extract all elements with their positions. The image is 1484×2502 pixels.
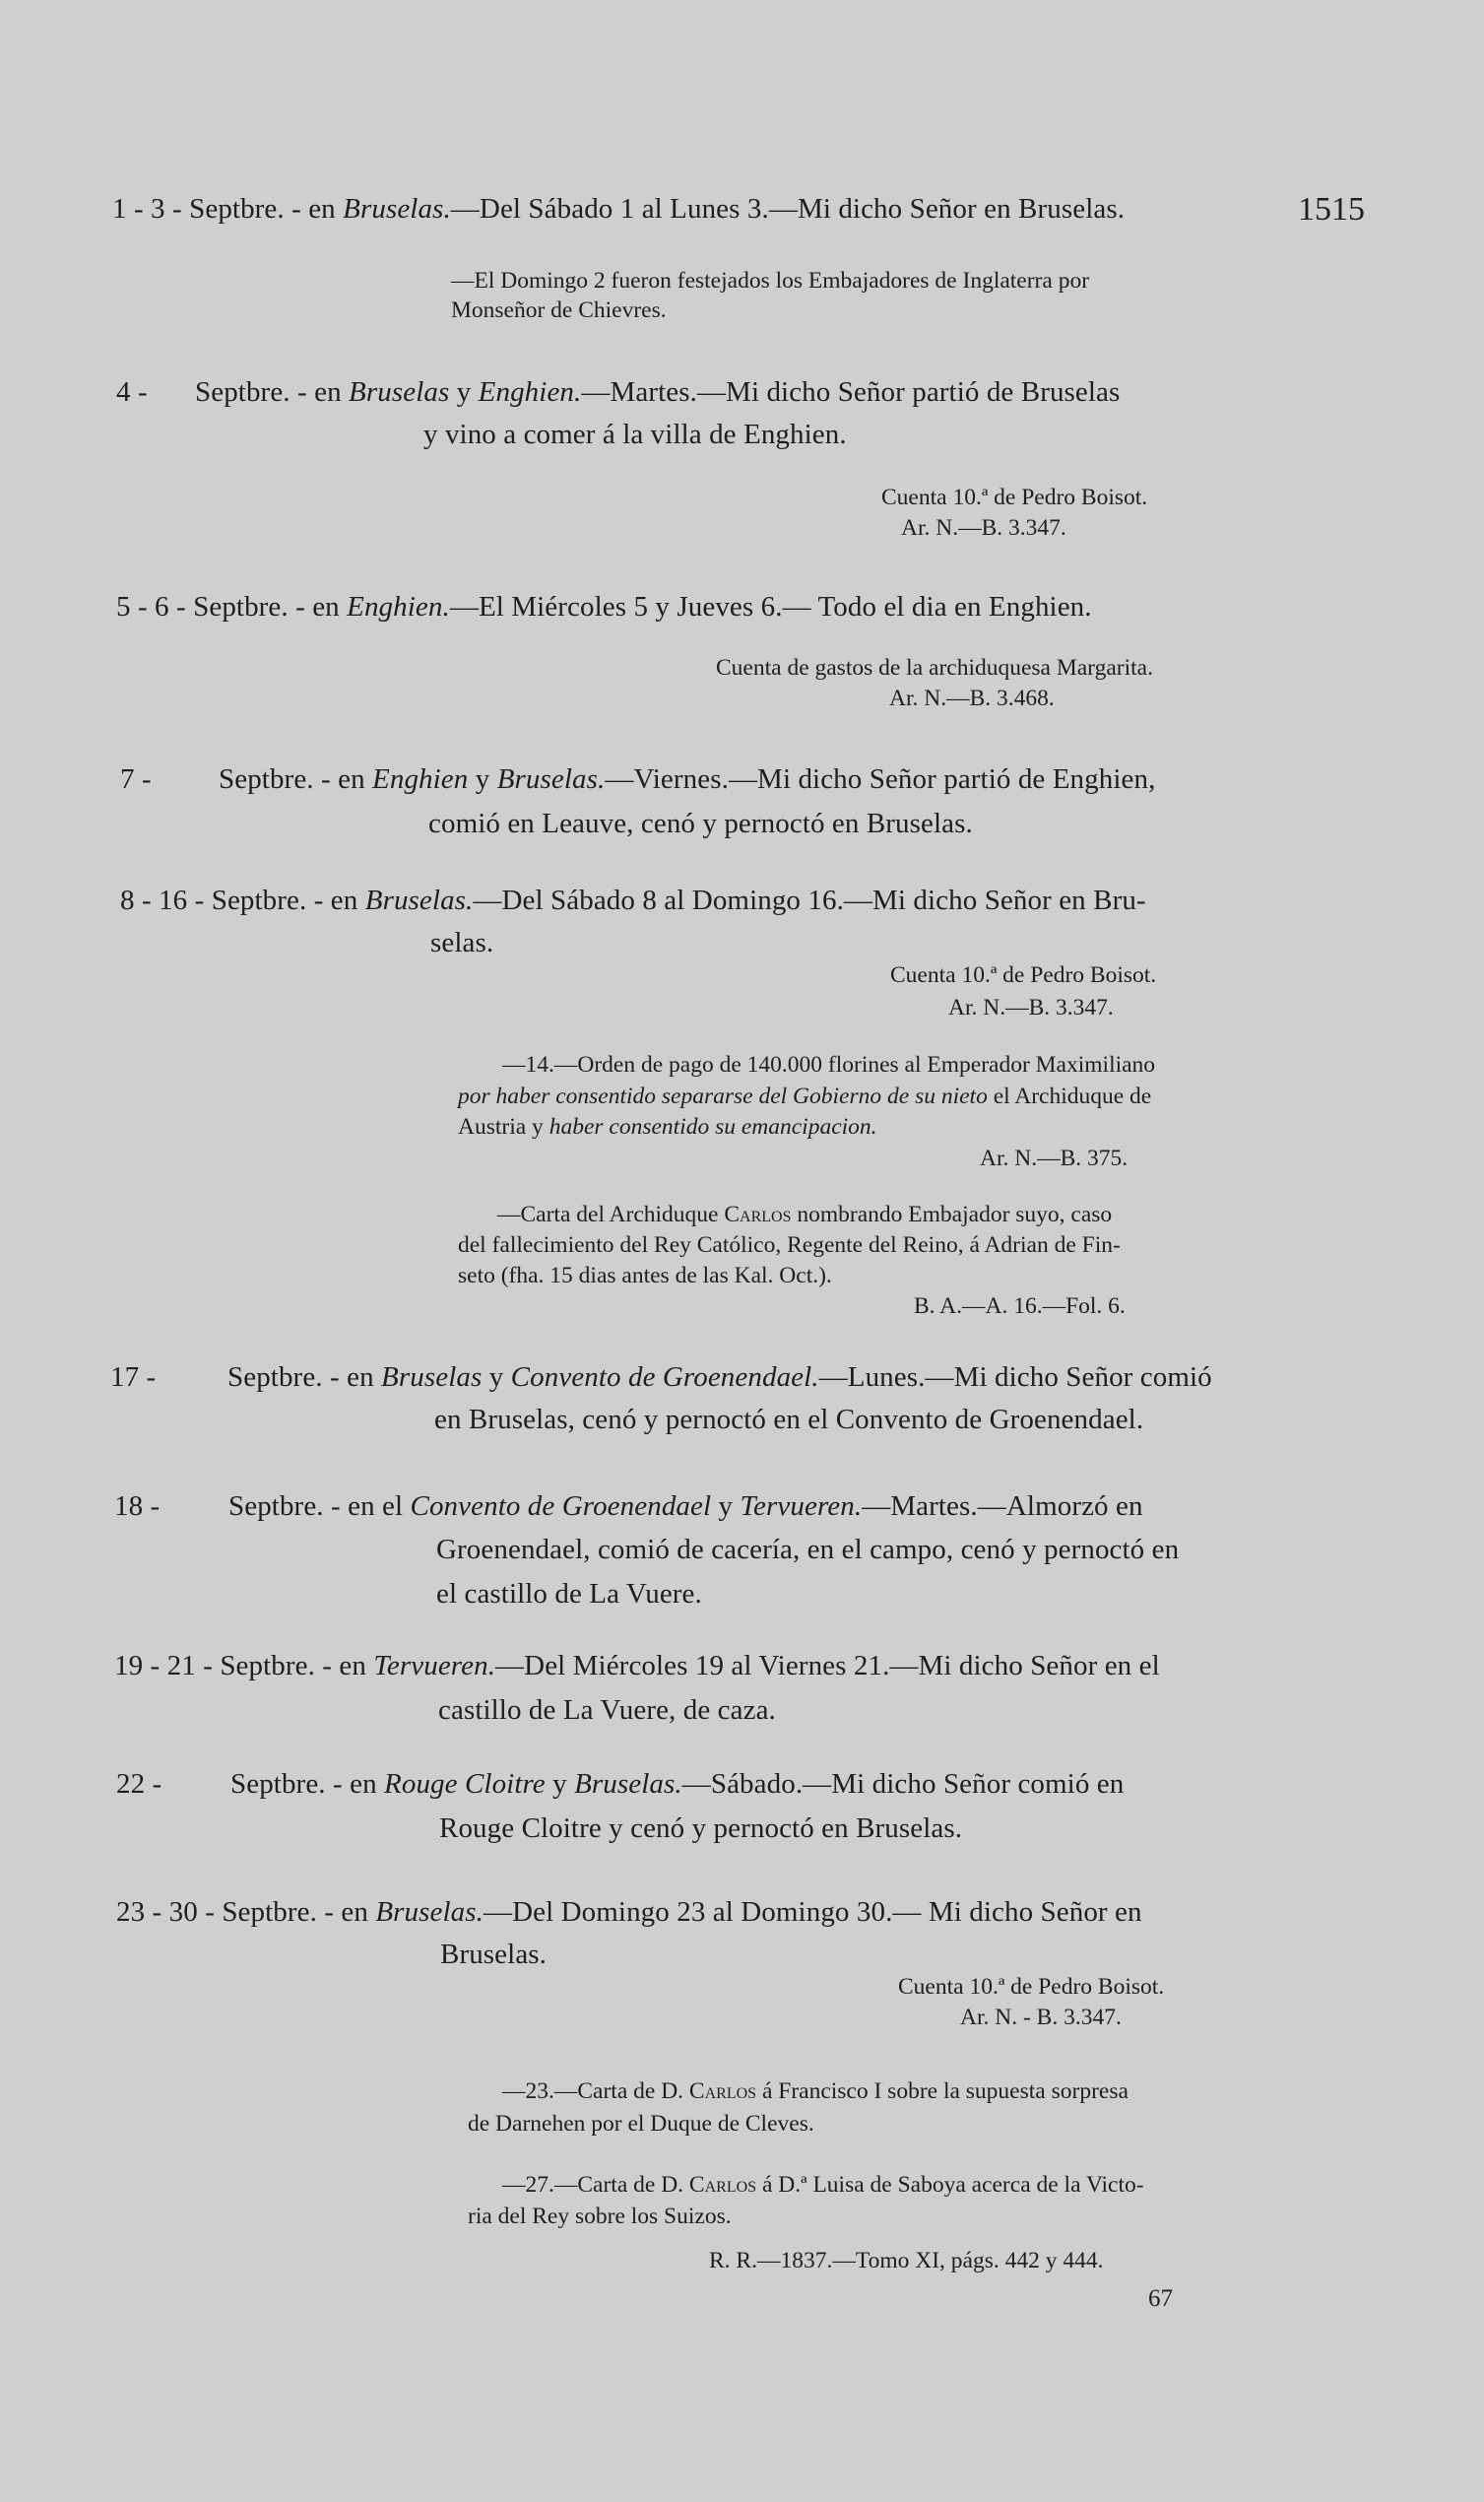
note-text: —27.—Carta de D. [502,2172,689,2198]
entry-place: Tervueren. [373,1650,496,1681]
entry-conjunction: y [475,763,490,795]
entry-place: Convento de Groenendael. [510,1361,819,1393]
note-reference: R. R.—1837.—Tomo XI, págs. 442 y 444. [709,2248,1104,2273]
entry-source: Ar. N.—B. 3.347. [901,515,1066,541]
entry-conjunction: y [456,376,472,408]
entry-month: Septbre. - en [195,376,342,408]
entry-source: Ar. N.—B. 3.468. [889,686,1055,711]
entry-date: 5 - 6 - Septbre. - en [116,591,340,623]
note-reference: B. A.—A. 16.—Fol. 6. [914,1293,1126,1319]
entry-date: 7 - [120,763,152,795]
entry-date: 17 - [110,1361,157,1393]
entry-text: —Del Domingo 23 al Domingo 30.— Mi dicho Señor en [484,1896,1142,1928]
note-line: ria del Rey sobre los Suizos. [468,2204,732,2229]
note-text: á Francisco I sobre la supuesta sorpresa [756,2078,1129,2104]
entry-text: —Del Sábado 8 al Domingo 16.—Mi dicho Señor en Bru- [473,885,1146,916]
note-name: Carlos [688,2078,757,2104]
entry-text: selas. [430,927,494,958]
entry-text: en Bruselas, cenó y pernoctó en el Convento de Groenendael. [434,1404,1144,1435]
entry-month: Septbre. - en [219,763,365,795]
note-italic: haber consentido su emancipacion. [548,1114,877,1140]
entry-place: Bruselas [349,376,450,408]
entry-place: Enghien. [478,376,582,408]
entry-date: 1 - 3 - Septbre. - en [112,193,336,225]
entry-source: Cuenta 10.ª de Pedro Boisot. [890,962,1157,988]
entry-text: —Del Miércoles 19 al Viernes 21.—Mi dicho Señor en el [495,1650,1160,1681]
note-text: el Archiduque de [987,1084,1152,1109]
note-reference: Ar. N.—B. 375. [980,1146,1129,1171]
note-name: Carlos [724,1202,792,1227]
page-number: 67 [1148,2285,1173,2312]
year-header: 1515 [1298,191,1365,228]
entry-text: —Del Sábado 1 al Lunes 3.—Mi dicho Señor en Bruselas. [450,193,1126,225]
note-text: —23.—Carta de D. [502,2078,689,2104]
note-name: Carlos [688,2172,757,2198]
entry-text: —Lunes.—Mi dicho Señor comió [818,1361,1212,1393]
entry-place: Tervueren. [740,1490,863,1522]
entry-place: Bruselas [381,1361,483,1393]
note-line: —14.—Orden de pago de 140.000 florines al Emperador Maximiliano [502,1052,1156,1078]
entry-place: Convento de Groenendael [410,1490,712,1522]
entry-place: Enghien [372,763,469,795]
entry-text: —Martes.—Almorzó en [862,1490,1143,1522]
entry-text: castillo de La Vuere, de caza. [438,1694,776,1726]
entry-conjunction: y [552,1768,567,1800]
entry-date: 23 - 30 - Septbre. - en [116,1896,368,1928]
entry-conjunction: y [488,1361,504,1393]
entry-place: Bruselas. [364,885,474,916]
entry-place: Rouge Cloitre [384,1768,546,1800]
note-line: seto (fha. 15 dias antes de las Kal. Oct.). [458,1263,832,1288]
entry-source: Cuenta 10.ª de Pedro Boisot. [898,1974,1165,2000]
entry-month: Septbre. - en [227,1361,374,1393]
entry-source: Cuenta 10.ª de Pedro Boisot. [881,485,1148,510]
entry-date: 8 - 16 - Septbre. - en [120,885,358,916]
entry-date: 18 - [114,1490,161,1522]
note-text: á D.ª Luisa de Saboya acerca de la Victo- [756,2172,1144,2198]
note-text: —Carta del Archiduque [497,1202,725,1227]
entry-text: Rouge Cloitre y cenó y pernoctó en Bruselas. [439,1812,963,1844]
note-text: nombrando Embajador suyo, caso [791,1202,1113,1227]
entry-place: Bruselas. [343,193,451,225]
entry-text: y vino a comer á la villa de Enghien. [423,419,847,450]
entry-month: Septbre. - en [230,1768,377,1800]
entry-source: Cuenta de gastos de la archiduquesa Margarita. [716,655,1153,681]
entry-text: Groenendael, comió de cacería, en el campo, cenó y pernoctó en [436,1534,1180,1565]
entry-month: Septbre. - en el [228,1490,404,1522]
entry-text: —Martes.—Mi dicho Señor partió de Bruselas [581,376,1121,408]
note-line: de Darnehen por el Duque de Cleves. [468,2111,814,2137]
entry-text: —Sábado.—Mi dicho Señor comió en [681,1768,1125,1800]
entry-note-line: Monseñor de Chievres. [451,297,667,323]
entry-note-line: —El Domingo 2 fueron festejados los Embajadores de Inglaterra por [451,268,1090,294]
entry-text: el castillo de La Vuere. [436,1578,702,1610]
entry-text: Bruselas. [440,1939,548,1970]
entry-place: Bruselas. [574,1768,682,1800]
note-text: Austria y [458,1114,549,1140]
entry-date: 19 - 21 - Septbre. - en [114,1650,366,1681]
entry-place: Enghien. [347,591,450,623]
entry-date: 22 - [116,1768,162,1800]
note-line: del fallecimiento del Rey Católico, Regente del Reino, á Adrian de Fin- [458,1232,1121,1258]
entry-text: —El Miércoles 5 y Jueves 6.— Todo el dia en Enghien. [449,591,1092,623]
entry-text: —Viernes.—Mi dicho Señor partió de Enghien, [605,763,1156,795]
entry-source: Ar. N.—B. 3.347. [948,995,1114,1021]
note-italic: por haber consentido separarse del Gobierno de su nieto [458,1084,988,1109]
entry-place: Bruselas. [375,1896,484,1928]
entry-source: Ar. N. - B. 3.347. [960,2005,1122,2030]
entry-place: Bruselas. [496,763,606,795]
entry-date: 4 - [116,376,148,408]
entry-conjunction: y [718,1490,734,1522]
entry-text: comió en Leauve, cenó y pernoctó en Bruselas. [428,808,973,839]
